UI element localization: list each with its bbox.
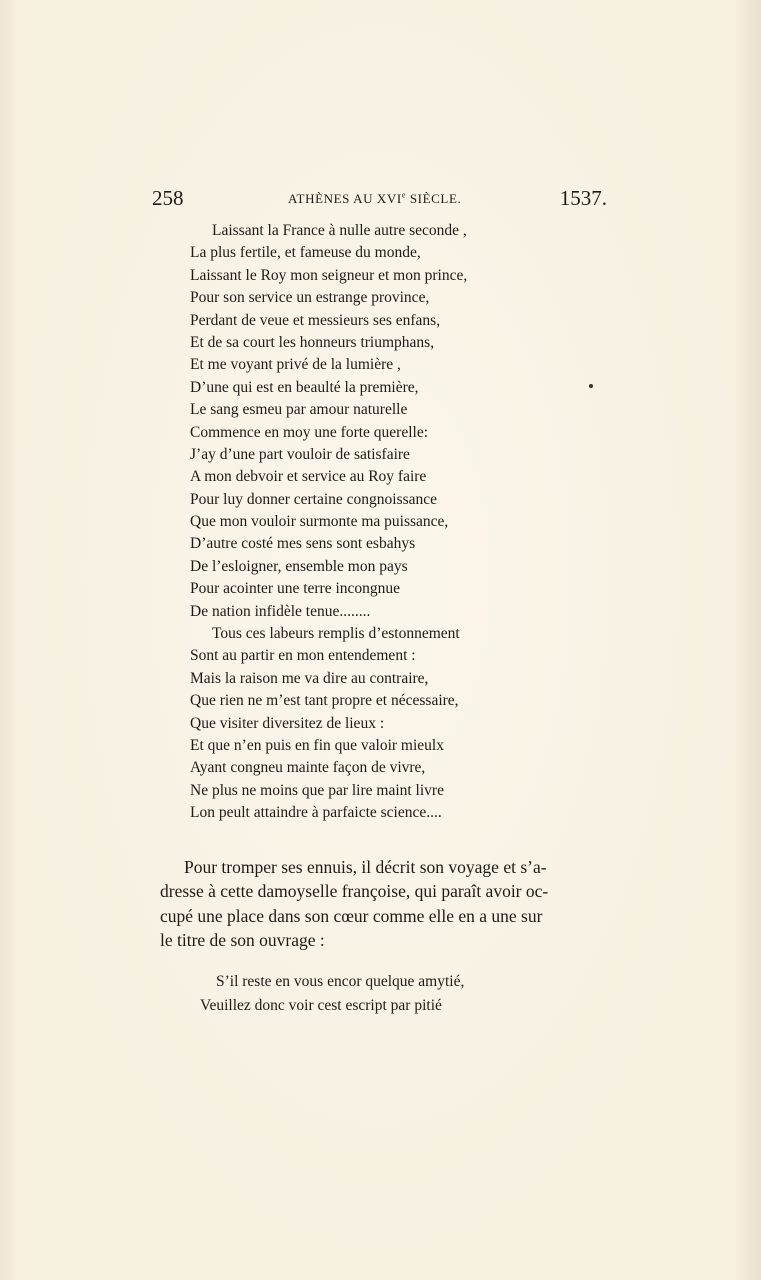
verse-line: Ayant congneu mainte façon de vivre, xyxy=(190,759,426,777)
verse-line: De l’esloigner, ensemble mon pays xyxy=(190,557,408,575)
verse-line: De nation infidèle tenue........ xyxy=(190,602,371,620)
prose-line: dresse à cette damoyselle françoise, qui paraît avoir oc- xyxy=(160,881,549,902)
verse-line: Laissant la France à nulle autre seconde , xyxy=(212,222,467,239)
verse-line: Mais la raison me va dire au contraire, xyxy=(190,669,429,687)
verse-line: Que rien ne m’est tant propre et nécessaire, xyxy=(190,692,459,710)
verse-line: D’une qui est en beaulté la première, xyxy=(190,378,419,396)
closing-verse-block xyxy=(200,970,464,1017)
verse-line: Que visiter diversitez de lieux : xyxy=(190,714,385,732)
verse-line: J’ay d’une part vouloir de satisfaire xyxy=(190,445,410,463)
verse-line: Et que n’en puis en fin que valoir mieulx xyxy=(190,736,444,754)
verse-block xyxy=(190,220,467,825)
verse-line: Sont au partir en mon entendement : xyxy=(190,647,416,665)
prose-line: le titre de son ouvrage : xyxy=(160,930,325,951)
prose-line: cupé une place dans son cœur comme elle en a une sur xyxy=(160,905,543,926)
verse-line: Pour acointer une terre incongnue xyxy=(190,580,401,598)
verse-line: Ne plus ne moins que par lire maint livre xyxy=(190,781,444,799)
prose-paragraph xyxy=(160,855,615,953)
verse-line: Le sang esmeu par amour naturelle xyxy=(190,401,408,419)
verse-line: Tous ces labeurs remplis d’estonnement xyxy=(212,625,460,643)
running-title-superscript: e xyxy=(401,190,406,200)
verse-line: Perdant de veue et messieurs ses enfans, xyxy=(190,311,441,329)
verse-line: La plus fertile, et fameuse du monde, xyxy=(190,244,421,262)
verse-line: Que mon vouloir surmonte ma puissance, xyxy=(190,513,449,531)
verse-line: Lon peult attaindre à parfaicte science.... xyxy=(190,804,442,822)
page-header xyxy=(152,186,607,212)
ink-speck xyxy=(589,384,593,388)
running-title xyxy=(288,191,461,207)
verse-line: Pour luy donner certaine congnoissance xyxy=(190,490,438,508)
verse-line: Et me voyant privé de la lumière , xyxy=(190,356,401,374)
running-title-end: SIÈCLE. xyxy=(406,191,462,206)
verse-line: Pour son service un estrange province, xyxy=(190,289,430,307)
verse-line: Et de sa court les honneurs triumphans, xyxy=(190,333,435,351)
running-title-main: ATHÈNES AU XVI xyxy=(288,191,402,206)
page-number: 258 xyxy=(152,186,184,210)
verse-line: S’il reste en vous encor quelque amytié, xyxy=(216,973,465,990)
year-heading: 1537. xyxy=(559,186,607,210)
verse-line: A mon debvoir et service au Roy faire xyxy=(190,468,427,486)
prose-line: Pour tromper ses ennuis, il décrit son voyage et s’a- xyxy=(184,857,547,877)
verse-line: D’autre costé mes sens sont esbahys xyxy=(190,535,416,553)
verse-line: Veuillez donc voir cest escript par pitié xyxy=(200,996,442,1014)
verse-line: Commence en moy une forte querelle: xyxy=(190,423,429,441)
verse-line: Laissant le Roy mon seigneur et mon prince, xyxy=(190,266,468,284)
